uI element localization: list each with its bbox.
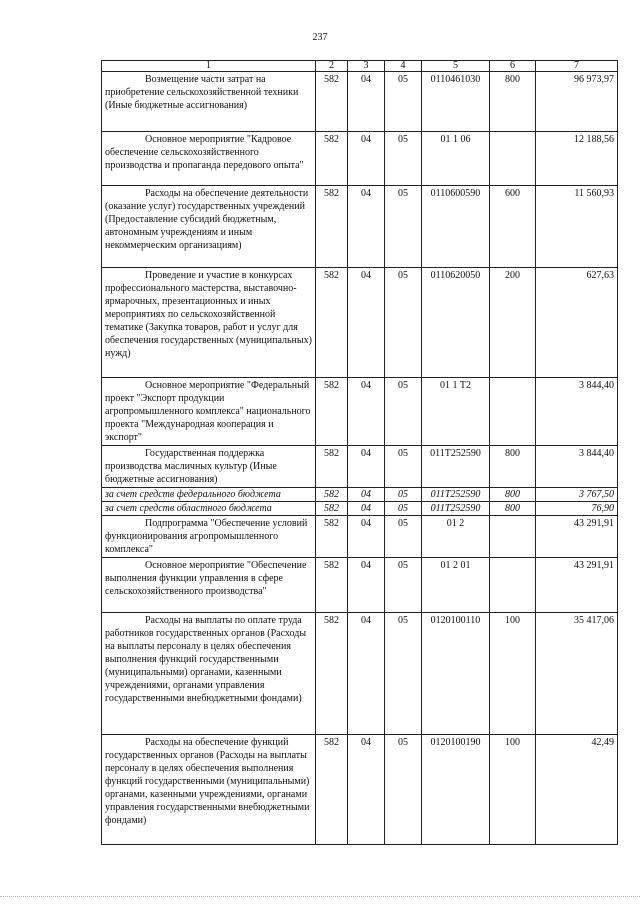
cell-subsection: 05 (385, 132, 422, 186)
cell-subsection: 05 (385, 268, 422, 378)
cell-subsection: 05 (385, 378, 422, 446)
cell-subsection: 05 (385, 558, 422, 613)
cell-expense-type (490, 132, 536, 186)
cell-amount: 43 291,91 (536, 558, 618, 613)
table-row (102, 186, 618, 268)
cell-subsection: 05 (385, 186, 422, 268)
table-row (102, 72, 618, 132)
cell-name: Расходы на обеспечение функций государственных органов (Расходы на выплаты персоналу в целях обеспечения выполнения функций государственными (муниципальными) органами, казенными учреждениями, органами управления государственными внебюджетными фондами) (102, 735, 316, 845)
table-row (102, 558, 618, 613)
table-row (102, 516, 618, 558)
cell-admin-code: 582 (316, 488, 348, 502)
cell-name: Государственная поддержка производства масличных культур (Иные бюджетные ассигнования) (102, 446, 316, 488)
cell-target-item: 0110461030 (422, 72, 490, 132)
cell-expense-type (490, 558, 536, 613)
cell-name: Расходы на обеспечение деятельности (оказание услуг) государственных учреждений (Предоставление субсидий бюджетным, автономным учреждениям и иным некоммерческим организациям) (102, 186, 316, 268)
cell-admin-code: 582 (316, 735, 348, 845)
cell-target-item: 0110620050 (422, 268, 490, 378)
cell-amount: 3 844,40 (536, 446, 618, 488)
table-row (102, 446, 618, 488)
cell-admin-code: 582 (316, 186, 348, 268)
header-cell: 5 (422, 61, 490, 72)
cell-target-item: 011T252590 (422, 502, 490, 516)
cell-admin-code: 582 (316, 446, 348, 488)
header-cell: 3 (348, 61, 385, 72)
table-row (102, 488, 618, 502)
cell-amount: 35 417,06 (536, 613, 618, 735)
cell-admin-code: 582 (316, 268, 348, 378)
cell-target-item: 01 2 01 (422, 558, 490, 613)
cell-expense-type: 100 (490, 613, 536, 735)
cell-subsection: 05 (385, 446, 422, 488)
cell-expense-type: 600 (490, 186, 536, 268)
cell-admin-code: 582 (316, 502, 348, 516)
cell-amount: 96 973,97 (536, 72, 618, 132)
cell-target-item: 0120100190 (422, 735, 490, 845)
cell-target-item: 011T252590 (422, 446, 490, 488)
cell-name: Возмещение части затрат на приобретение сельскохозяйственной техники (Иные бюджетные ассигнования) (102, 72, 316, 132)
cell-section: 04 (348, 613, 385, 735)
cell-target-item: 01 1 T2 (422, 378, 490, 446)
cell-amount: 12 188,56 (536, 132, 618, 186)
table-row (102, 613, 618, 735)
cell-section: 04 (348, 516, 385, 558)
table-row (102, 378, 618, 446)
page-number: 237 (312, 32, 328, 43)
cell-subsection: 05 (385, 516, 422, 558)
cell-subsection: 05 (385, 72, 422, 132)
cell-amount: 42,49 (536, 735, 618, 845)
scan-edge (0, 896, 640, 901)
cell-section: 04 (348, 186, 385, 268)
cell-name: Подпрограмма "Обеспечение условий функционирования агропромышленного комплекса" (102, 516, 316, 558)
cell-expense-type: 100 (490, 735, 536, 845)
cell-name: Проведение и участие в конкурсах профессионального мастерства, выставочно-ярмарочных, презентационных и иных мероприятиях по сельскохозяйственной тематике (Закупка товаров, работ и услуг для обеспечения государственных (муниципальных) нужд) (102, 268, 316, 378)
cell-expense-type: 800 (490, 446, 536, 488)
table-row (102, 132, 618, 186)
cell-admin-code: 582 (316, 516, 348, 558)
budget-table (101, 60, 618, 845)
cell-amount: 43 291,91 (536, 516, 618, 558)
cell-section: 04 (348, 268, 385, 378)
cell-name: за счет средств областного бюджета (102, 502, 316, 516)
cell-admin-code: 582 (316, 72, 348, 132)
cell-name: за счет средств федерального бюджета (102, 488, 316, 502)
header-cell: 6 (490, 61, 536, 72)
cell-section: 04 (348, 502, 385, 516)
cell-admin-code: 582 (316, 378, 348, 446)
cell-target-item: 011T252590 (422, 488, 490, 502)
cell-amount: 3 844,40 (536, 378, 618, 446)
cell-subsection: 05 (385, 488, 422, 502)
cell-section: 04 (348, 735, 385, 845)
cell-expense-type (490, 516, 536, 558)
cell-amount: 3 767,50 (536, 488, 618, 502)
cell-name: Основное мероприятие "Обеспечение выполнения функции управления в сфере сельскохозяйственного производства" (102, 558, 316, 613)
cell-name: Расходы на выплаты по оплате труда работников государственных органов (Расходы на выплаты персоналу в целях обеспечения выполнения функций государственными (муниципальными) органами, казенными учреждениями, органами управления государственными внебюджетными фондами) (102, 613, 316, 735)
cell-section: 04 (348, 72, 385, 132)
cell-amount: 11 560,93 (536, 186, 618, 268)
header-row (102, 61, 618, 72)
cell-target-item: 01 1 06 (422, 132, 490, 186)
table-row (102, 502, 618, 516)
cell-expense-type (490, 378, 536, 446)
cell-admin-code: 582 (316, 613, 348, 735)
cell-subsection: 05 (385, 735, 422, 845)
cell-subsection: 05 (385, 613, 422, 735)
header-cell: 2 (316, 61, 348, 72)
cell-amount: 76,90 (536, 502, 618, 516)
table-row (102, 268, 618, 378)
cell-admin-code: 582 (316, 132, 348, 186)
header-cell: 1 (102, 61, 316, 72)
cell-subsection: 05 (385, 502, 422, 516)
cell-name: Основное мероприятие "Федеральный проект "Экспорт продукции агропромышленного комплекса" национального проекта "Международная кооперация и экспорт" (102, 378, 316, 446)
cell-expense-type: 800 (490, 502, 536, 516)
cell-target-item: 0120100110 (422, 613, 490, 735)
cell-target-item: 01 2 (422, 516, 490, 558)
table-row (102, 735, 618, 845)
cell-amount: 627,63 (536, 268, 618, 378)
header-cell: 7 (536, 61, 618, 72)
cell-name: Основное мероприятие "Кадровое обеспечение сельскохозяйственного производства и пропаганда передового опыта" (102, 132, 316, 186)
cell-target-item: 0110600590 (422, 186, 490, 268)
cell-expense-type: 800 (490, 72, 536, 132)
cell-expense-type: 800 (490, 488, 536, 502)
cell-section: 04 (348, 488, 385, 502)
header-cell: 4 (385, 61, 422, 72)
cell-section: 04 (348, 378, 385, 446)
cell-expense-type: 200 (490, 268, 536, 378)
cell-admin-code: 582 (316, 558, 348, 613)
cell-section: 04 (348, 132, 385, 186)
cell-section: 04 (348, 558, 385, 613)
cell-section: 04 (348, 446, 385, 488)
